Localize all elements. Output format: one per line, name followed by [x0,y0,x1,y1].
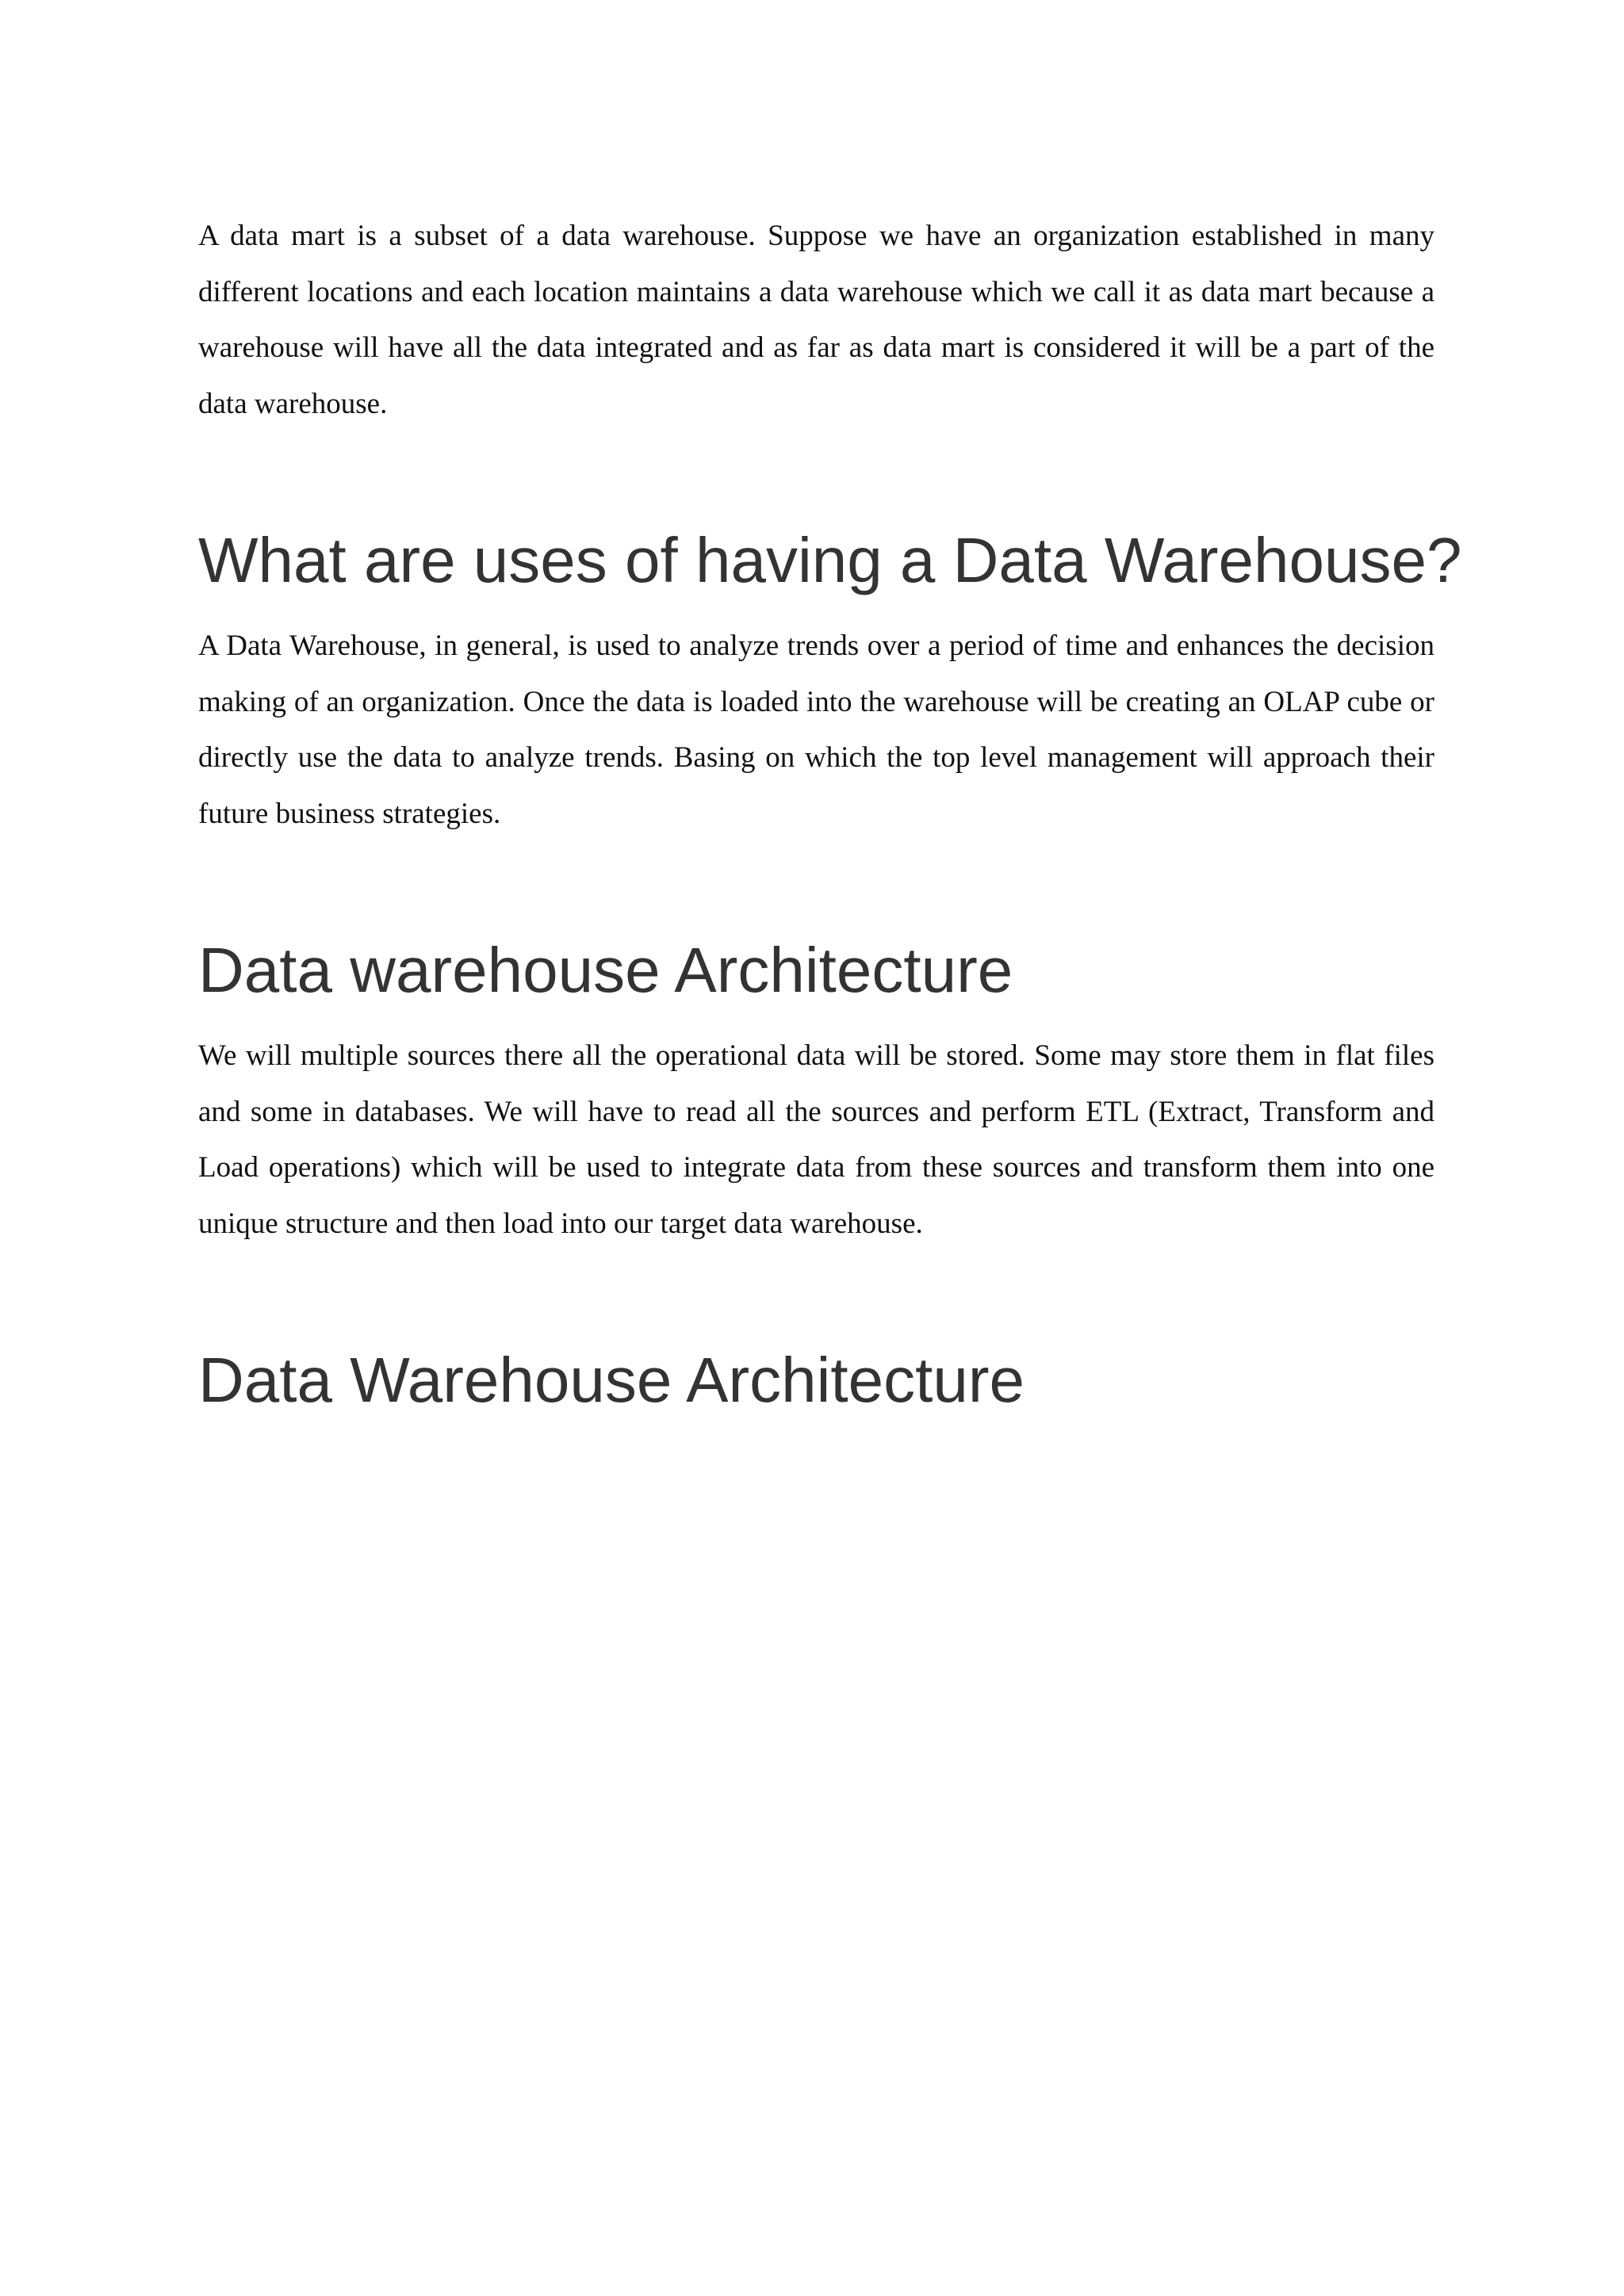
paragraph-architecture: We will multiple sources there all the operational data will be stored. Some may store them in flat files and some in databases. We will have to read all the sources and perform ETL (Extract, Transform and Load operations) which will be used to integrate data from these sources and transform them into one unique structure and then load into our target data warehouse. [198,1039,1434,1240]
paragraph-data-mart: A data mart is a subset of a data warehouse. Suppose we have an organization established in many different locations and each location maintains a data warehouse which we call it as data mart because a warehouse will have all the data integrated and as far as data mart is considered it will be a part of the data warehouse. [198,220,1434,420]
heading-data-warehouse-architecture-2: Data Warehouse Architecture [198,1345,1025,1415]
paragraph-data-warehouse-uses: A Data Warehouse, in general, is used to analyze trends over a period of time and enhances the decision making of an organization. Once the data is loaded into the warehouse will be creating an OLAP cube or directly use the data to analyze trends. Basing on which the top level management will approach their future business strategies. [198,629,1434,830]
heading-data-warehouse-architecture-1: Data warehouse Architecture [198,935,1013,1005]
heading-uses-of-data-warehouse: What are uses of having a Data Warehouse? [198,525,1462,595]
document-content [198,209,1462,1418]
